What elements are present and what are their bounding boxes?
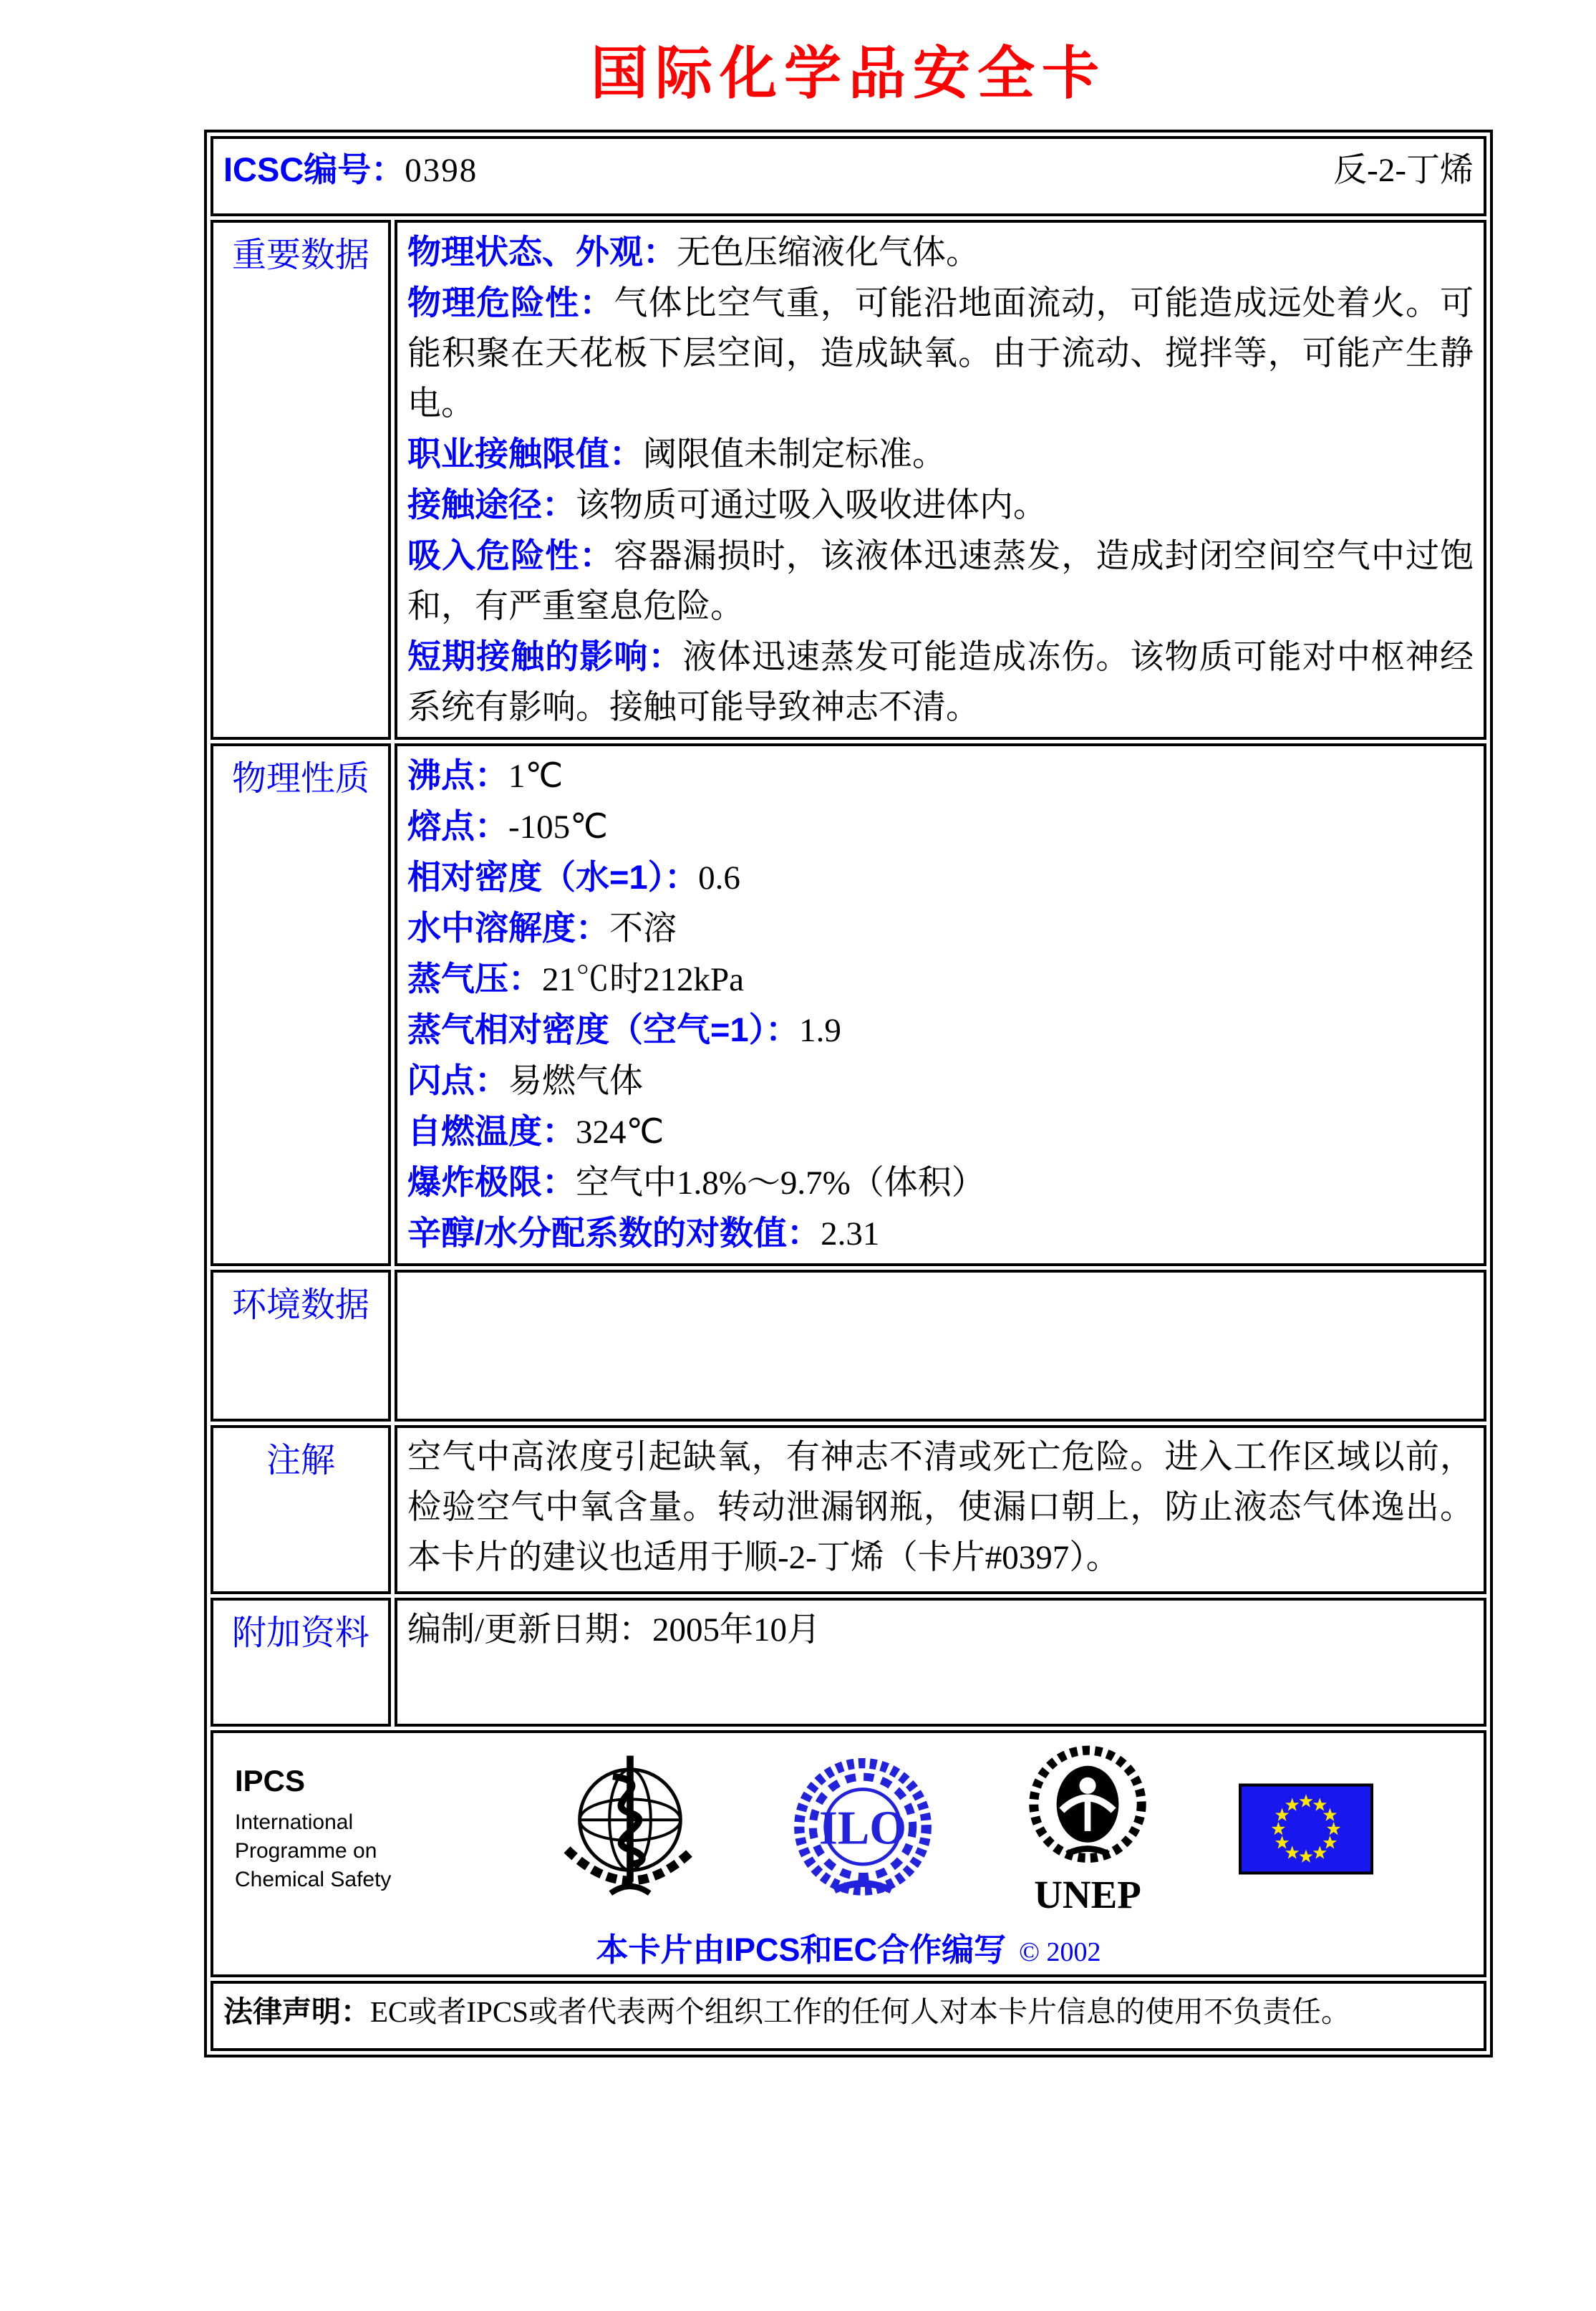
property-line: [407, 1056, 1474, 1106]
additional-info-section-label: 附加资料: [211, 1598, 391, 1727]
icsc-card-table: [204, 130, 1493, 2057]
ilo-letters: ILO: [818, 1802, 907, 1855]
field-label: 接触途径：: [407, 486, 576, 524]
field-value: 易燃气体: [508, 1063, 643, 1100]
field-value: 该物质可通过吸入吸收进体内。: [576, 487, 1047, 524]
notes-section-label: 注解: [211, 1425, 391, 1594]
icsc-number-label: ICSC编号：: [223, 150, 405, 188]
field-label: 熔点：: [407, 807, 508, 845]
field-label: 相对密度（水=1）：: [407, 858, 699, 896]
ipcs-subtitle-line: Chemical Safety: [235, 1868, 392, 1891]
important-data-content: [395, 220, 1486, 740]
important-data-section-label: 重要数据: [211, 220, 391, 740]
notes-row: [211, 1425, 1486, 1594]
property-line: [407, 852, 1474, 903]
legal-row: [211, 1981, 1486, 2051]
important-data-item: [407, 429, 1474, 480]
field-value: 空气中1.8%～9.7%（体积）: [576, 1164, 985, 1202]
field-label: 蒸气压：: [407, 960, 542, 998]
physical-properties-content: [395, 743, 1486, 1266]
cooperation-caption-text: 本卡片由IPCS和EC合作编写: [596, 1931, 1007, 1968]
page-title: 国际化学品安全卡: [591, 43, 1106, 106]
field-label: 物理危险性：: [407, 284, 614, 322]
field-label: 沸点：: [407, 756, 508, 794]
field-label: 闪点：: [407, 1061, 508, 1099]
field-value: 1.9: [799, 1012, 841, 1049]
property-line: [407, 1005, 1474, 1056]
field-value: 324℃: [576, 1114, 664, 1151]
environmental-data-content: [395, 1270, 1486, 1422]
property-line: [407, 1208, 1474, 1259]
ipcs-text-block: [235, 1764, 471, 1894]
field-value: 无色压缩液化气体。: [677, 234, 980, 271]
field-value: 容器漏损时，该液体迅速蒸发，造成封闭空间空气中过饱和，有严重窒息危险。: [407, 538, 1474, 625]
field-value: 气体比空气重，可能沿地面流动，可能造成远处着火。可能积聚在天花板下层空间，造成缺氧。由于流动、搅拌等，可能产生静电。: [407, 285, 1474, 423]
important-data-item: [407, 480, 1474, 531]
physical-properties-row: [211, 743, 1486, 1266]
property-line: [407, 903, 1474, 954]
field-value: 阈限值未制定标准。: [643, 436, 946, 473]
legal-cell: [211, 1981, 1486, 2051]
copyright-text: © 2002: [1019, 1937, 1101, 1967]
icsc-number-group: [223, 143, 478, 191]
notes-content: [395, 1425, 1486, 1594]
important-data-item: [407, 278, 1474, 429]
property-line: [407, 751, 1474, 801]
ipcs-subtitle-line: Programme on: [235, 1839, 377, 1863]
environmental-data-row: [211, 1270, 1486, 1422]
field-label: 自燃温度：: [407, 1112, 576, 1150]
ilo-logo-icon: [789, 1750, 937, 1909]
important-data-row: [211, 220, 1486, 740]
legal-notice-label: 法律声明：: [223, 1995, 370, 2028]
unep-logo-icon: [1020, 1742, 1155, 1916]
important-data-item: [407, 632, 1474, 733]
field-label: 物理状态、外观：: [407, 233, 677, 271]
important-data-item: [407, 531, 1474, 632]
property-line: [407, 954, 1474, 1005]
eu-flag-icon: [1239, 1783, 1373, 1875]
legal-notice-text: EC或者IPCS或者代表两个组织工作的任何人对本卡片信息的使用不负责任。: [370, 1995, 1350, 2028]
field-value: 21℃时212kPa: [542, 961, 744, 998]
field-value: 不溶: [609, 910, 677, 947]
logos-row: [211, 1730, 1486, 1977]
icsc-number-value: 0398: [405, 152, 478, 189]
field-label: 短期接触的影响：: [407, 637, 683, 675]
field-value: 0.6: [698, 859, 740, 897]
property-line: [407, 1157, 1474, 1208]
environmental-data-section-label: 环境数据: [211, 1270, 391, 1422]
field-label: 爆炸极限：: [407, 1163, 576, 1201]
field-value: -105℃: [508, 809, 608, 846]
field-label: 水中溶解度：: [407, 909, 609, 947]
property-line: [407, 801, 1474, 852]
ipcs-subtitle-line: International: [235, 1810, 354, 1834]
notes-text: 空气中高浓度引起缺氧，有神志不清或死亡危险。进入工作区域以前，检验空气中氧含量。转动泄漏钢瓶，使漏口朝上，防止液态气体逸出。本卡片的建议也适用于顺-2-丁烯（卡片#0397）。: [407, 1439, 1474, 1576]
header-cell: [211, 136, 1486, 216]
additional-info-content: [395, 1598, 1486, 1727]
field-value: 1℃: [508, 758, 564, 795]
chemical-name: 反-2-丁烯: [1333, 152, 1474, 189]
header-row: [211, 136, 1486, 216]
field-label: 吸入危险性：: [407, 536, 614, 574]
additional-info-row: [211, 1598, 1486, 1727]
update-date-text: 编制/更新日期：2005年10月: [407, 1611, 821, 1649]
important-data-item: [407, 227, 1474, 278]
unep-letters: UNEP: [1034, 1872, 1141, 1916]
logos-cell: [211, 1730, 1486, 1977]
property-line: [407, 1106, 1474, 1157]
field-label: 蒸气相对密度（空气=1）：: [407, 1010, 800, 1048]
field-label: 职业接触限值：: [407, 435, 643, 473]
ipcs-acronym: IPCS: [235, 1764, 306, 1798]
field-value: 2.31: [821, 1215, 880, 1253]
cooperation-caption: [223, 1924, 1474, 1970]
physical-properties-section-label: 物理性质: [211, 743, 391, 1266]
who-logo-icon: [555, 1749, 705, 1909]
field-label: 辛醇/水分配系数的对数值：: [407, 1214, 821, 1252]
field-value: 液体迅速蒸发可能造成冻伤。该物质可能对中枢神经系统有影响。接触可能导致神志不清。: [407, 639, 1474, 726]
